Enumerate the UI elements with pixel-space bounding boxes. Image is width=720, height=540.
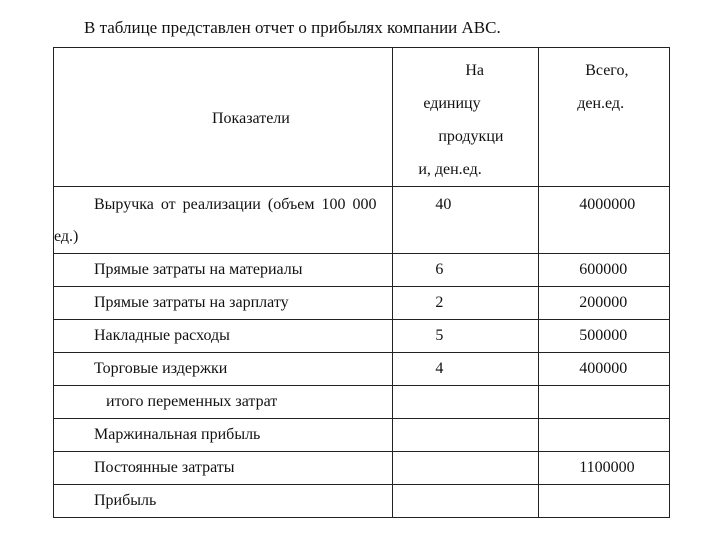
table-row (54, 485, 670, 518)
row-label-line: Выручка от реализации (объем 100 000 (94, 196, 377, 213)
row-label (54, 187, 393, 254)
row-label: Постоянные затраты (54, 452, 393, 485)
header-total-line: Всего, (585, 62, 629, 79)
row-per-unit (393, 187, 539, 254)
per-unit-value (393, 485, 539, 518)
total-value (539, 386, 670, 419)
row-total (539, 187, 670, 254)
total-value (539, 485, 670, 518)
header-total (539, 48, 670, 187)
per-unit-value: 5 (393, 320, 539, 353)
total-value: 4000000 (579, 196, 636, 213)
header-per-unit-line: продукци (438, 128, 504, 145)
total-value (539, 419, 670, 452)
table-row (54, 419, 670, 452)
per-unit-value: 6 (393, 254, 539, 287)
row-label: Прямые затраты на зарплату (54, 287, 393, 320)
total-value: 400000 (539, 353, 670, 386)
table-row (54, 287, 670, 320)
total-value: 200000 (539, 287, 670, 320)
per-unit-value (393, 419, 539, 452)
header-per-unit-line: единицу (423, 95, 481, 112)
header-per-unit-line: На (465, 62, 484, 79)
total-value: 1100000 (539, 452, 670, 485)
row-label: итого переменных затрат (54, 386, 393, 419)
table-row (54, 452, 670, 485)
table-row (54, 386, 670, 419)
header-per-unit (393, 48, 539, 187)
header-total-line: ден.ед. (577, 95, 625, 112)
per-unit-value: 2 (393, 287, 539, 320)
table-row (54, 187, 670, 254)
table-row (54, 320, 670, 353)
header-indicators-label: Показатели (212, 110, 290, 127)
row-label: Прибыль (54, 485, 393, 518)
header-indicators (54, 48, 393, 187)
row-label-line: ед.) (54, 228, 79, 245)
row-label: Накладные расходы (54, 320, 393, 353)
per-unit-value (393, 452, 539, 485)
table-row (54, 254, 670, 287)
per-unit-value: 40 (435, 196, 452, 213)
row-label: Прямые затраты на материалы (54, 254, 393, 287)
row-label: Торговые издержки (54, 353, 393, 386)
table-row (54, 353, 670, 386)
total-value: 600000 (539, 254, 670, 287)
header-per-unit-line: и, ден.ед. (418, 161, 482, 178)
profit-report-table (53, 47, 670, 518)
table-header-row (54, 48, 670, 187)
per-unit-value: 4 (393, 353, 539, 386)
row-label: Маржинальная прибыль (54, 419, 393, 452)
total-value: 500000 (539, 320, 670, 353)
per-unit-value (393, 386, 539, 419)
document-title: В таблице представлен отчет о прибылях компании АВС. (84, 18, 501, 37)
